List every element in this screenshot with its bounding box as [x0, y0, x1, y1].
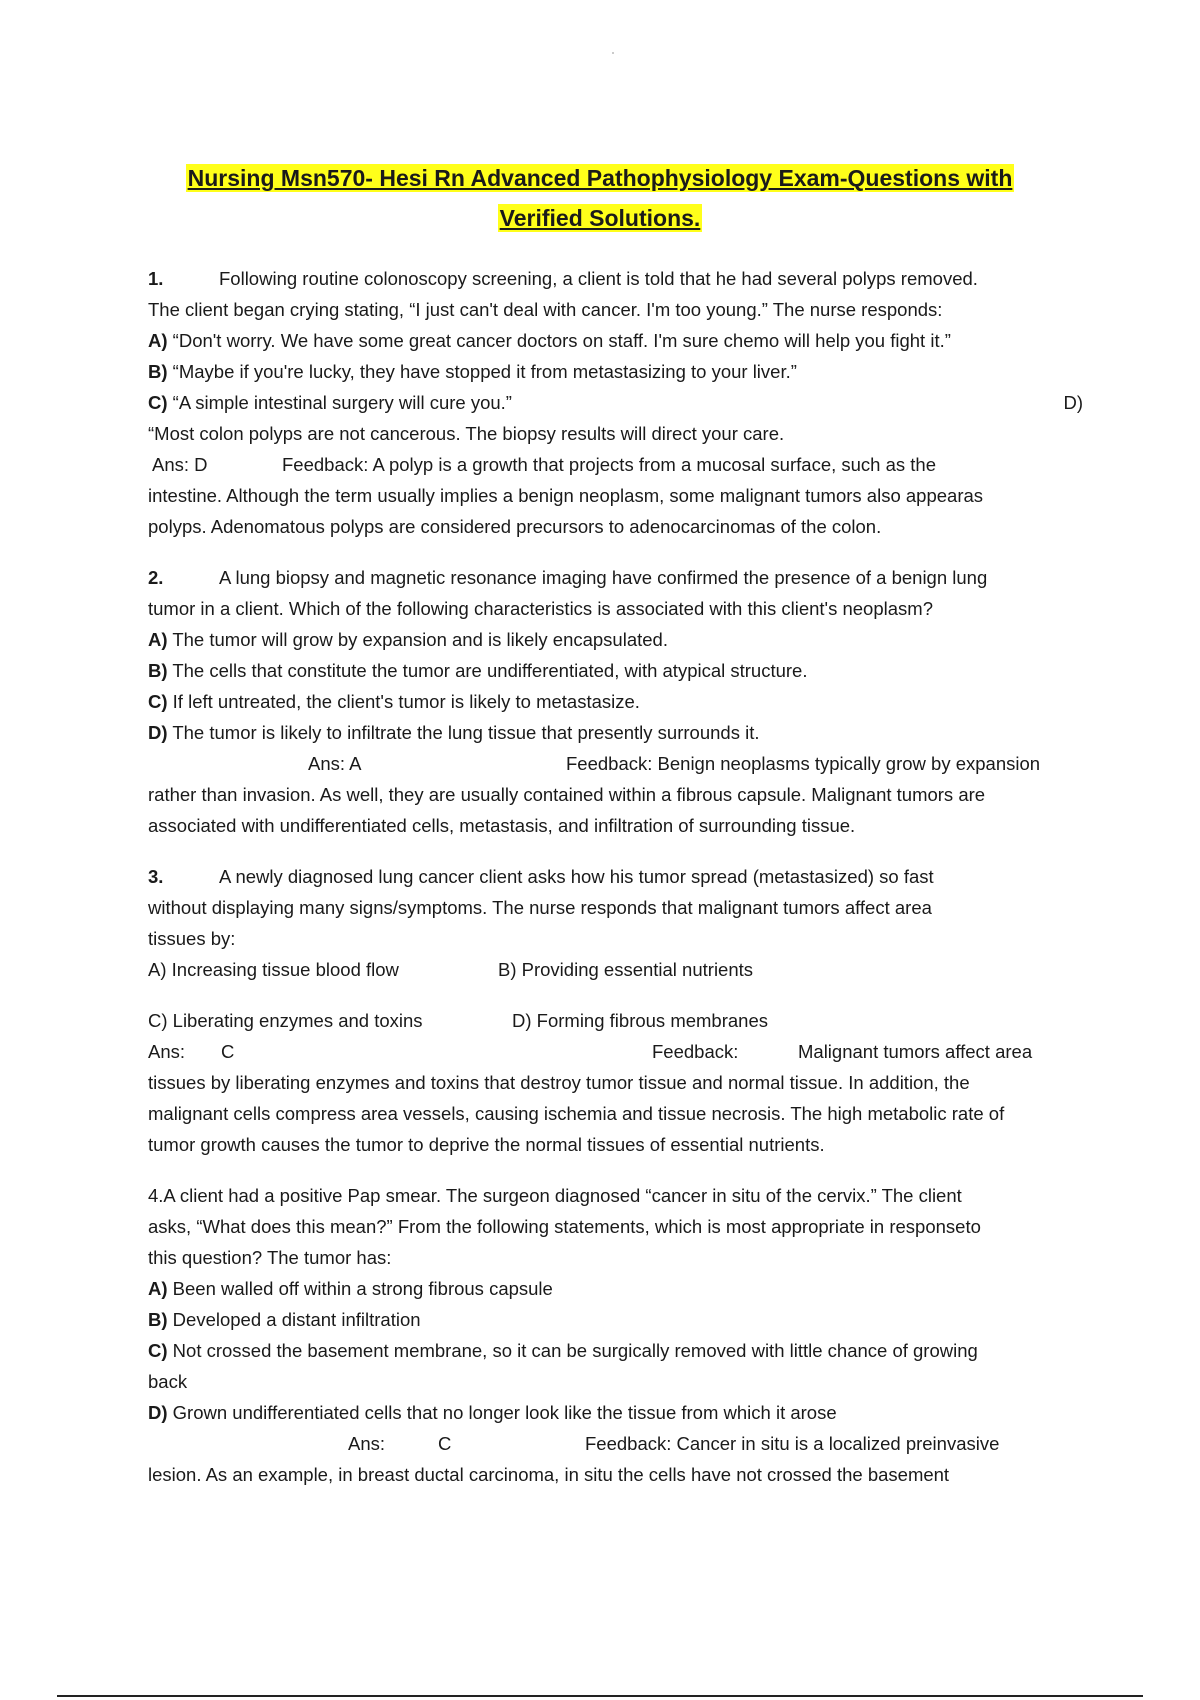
option-label: D) [148, 1402, 168, 1423]
option-text: Not crossed the basement membrane, so it can be surgically removed with little chance of growing [167, 1340, 978, 1361]
question-stem: asks, “What does this mean?” From the following statements, which is most appropriate in responseto [148, 1216, 981, 1237]
title-line-2: Verified Solutions. [499, 205, 701, 231]
question-4 [148, 1180, 1083, 1490]
option-text: The tumor will grow by expansion and is likely encapsulated. [167, 629, 668, 650]
option-label: C) [148, 392, 168, 413]
option-text: The tumor is likely to infiltrate the lung tissue that presently surrounds it. [167, 722, 760, 743]
option-text: Been walled off within a strong fibrous capsule [167, 1278, 553, 1299]
feedback: Feedback: A polyp is a growth that projects from a mucosal surface, such as the [282, 454, 936, 475]
feedback: lesion. As an example, in breast ductal carcinoma, in situ the cells have not crossed the basement [148, 1464, 950, 1485]
option-d: D) Forming fibrous membranes [512, 1010, 768, 1031]
option-text: back [148, 1371, 188, 1392]
feedback: tissues by liberating enzymes and toxins that destroy tumor tissue and normal tissue. In addition, the [148, 1072, 970, 1093]
feedback: intestine. Although the term usually implies a benign neoplasm, some malignant tumors also appearas [148, 485, 984, 506]
option-text: Developed a distant infiltration [167, 1309, 421, 1330]
question-stem: The client began crying stating, “I just can't deal with cancer. I'm too young.” The nurse responds: [148, 299, 943, 320]
option-label: A) [148, 330, 168, 351]
footer-rule [57, 1695, 1143, 1697]
feedback: Feedback: Benign neoplasms typically grow by expansion [566, 753, 1041, 774]
option-label: C) [148, 1340, 168, 1361]
option-label: D) [1063, 392, 1083, 413]
answer: Ans: A [308, 753, 362, 774]
feedback-label: Feedback: [652, 1041, 739, 1062]
question-2 [148, 562, 1083, 841]
question-stem: 4.A client had a positive Pap smear. The surgeon diagnosed “cancer in situ of the cervix.” The client [148, 1185, 962, 1206]
option-text: If left untreated, the client's tumor is likely to metastasize. [167, 691, 640, 712]
option-text: The cells that constitute the tumor are undifferentiated, with atypical structure. [167, 660, 808, 681]
question-number: 1. [148, 268, 164, 289]
option-text: “A simple intestinal surgery will cure you.” [167, 392, 512, 413]
option-label: B) [148, 1309, 168, 1330]
answer-label: Ans: [348, 1433, 386, 1454]
feedback: malignant cells compress area vessels, causing ischemia and tissue necrosis. The high metabolic rate of [148, 1103, 1005, 1124]
document-body [148, 263, 1083, 1490]
question-stem: A newly diagnosed lung cancer client asks how his tumor spread (metastasized) so fast [219, 866, 934, 887]
scan-dot [612, 52, 614, 54]
question-stem: this question? The tumor has: [148, 1247, 392, 1268]
answer-value: C [438, 1433, 452, 1454]
option-label: B) [148, 660, 168, 681]
option-text: Grown undifferentiated cells that no longer look like the tissue from which it arose [167, 1402, 837, 1423]
option-b: B) Providing essential nutrients [498, 959, 754, 980]
question-stem: tissues by: [148, 928, 236, 949]
option-text: “Maybe if you're lucky, they have stopped it from metastasizing to your liver.” [167, 361, 797, 382]
question-3 [148, 861, 1083, 1160]
option-a: A) Increasing tissue blood flow [148, 959, 399, 980]
option-label: A) [148, 1278, 168, 1299]
question-number: 3. [148, 866, 164, 887]
feedback: polyps. Adenomatous polyps are considered precursors to adenocarcinomas of the colon. [148, 516, 882, 537]
question-stem: tumor in a client. Which of the following characteristics is associated with this client's neoplasm? [148, 598, 933, 619]
option-text: “Most colon polyps are not cancerous. The biopsy results will direct your care. [148, 423, 785, 444]
feedback: rather than invasion. As well, they are usually contained within a fibrous capsule. Malignant tumors are [148, 784, 986, 805]
question-stem: without displaying many signs/symptoms. The nurse responds that malignant tumors affect area [148, 897, 932, 918]
title-line-1: Nursing Msn570- Hesi Rn Advanced Pathophysiology Exam-Questions with [187, 165, 1013, 191]
feedback: Malignant tumors affect area [798, 1041, 1033, 1062]
option-text: “Don't worry. We have some great cancer doctors on staff. I'm sure chemo will help you fight it.” [167, 330, 951, 351]
feedback: associated with undifferentiated cells, metastasis, and infiltration of surrounding tissue. [148, 815, 856, 836]
feedback: tumor growth causes the tumor to deprive the normal tissues of essential nutrients. [148, 1134, 825, 1155]
question-number: 2. [148, 567, 164, 588]
option-label: A) [148, 629, 168, 650]
answer-label: Ans: [148, 1041, 186, 1062]
answer-value: C [221, 1041, 235, 1062]
option-label: B) [148, 361, 168, 382]
document-title [100, 158, 1100, 238]
option-c: C) Liberating enzymes and toxins [148, 1010, 423, 1031]
question-stem: A lung biopsy and magnetic resonance imaging have confirmed the presence of a benign lung [219, 567, 988, 588]
feedback: Feedback: Cancer in situ is a localized preinvasive [585, 1433, 1000, 1454]
option-label: C) [148, 691, 168, 712]
question-stem: Following routine colonoscopy screening, a client is told that he had several polyps removed. [219, 268, 978, 289]
question-1 [148, 263, 1083, 542]
option-label: D) [148, 722, 168, 743]
answer: Ans: D [152, 454, 208, 475]
